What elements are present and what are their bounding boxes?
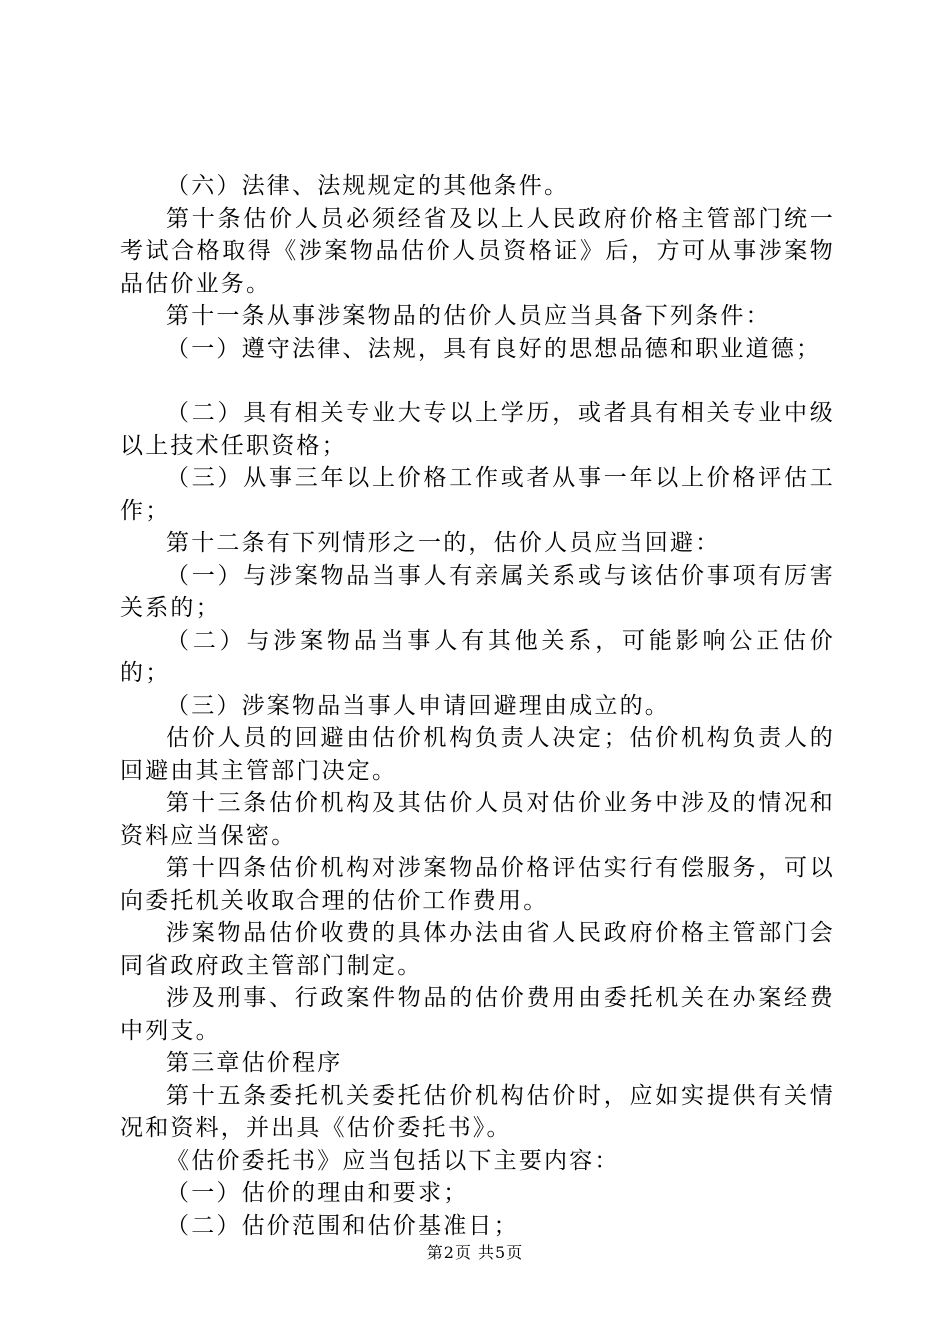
page-number-footer: 第2页 共5页 <box>426 1243 524 1262</box>
paragraph: （一）估价的理由和要求； <box>166 1180 469 1206</box>
paragraph-spacer <box>120 365 835 397</box>
paragraph: 估价人员的回避由估价机构负责人决定；估价机构负责人的回避由其主管部门决定。 <box>120 725 835 784</box>
paragraph: 第十三条估价机构及其估价人员对估价业务中涉及的情况和资料应当保密。 <box>120 790 835 849</box>
paragraph: 第十五条委托机关委托估价机构估价时，应如实提供有关情况和资料，并出具《估价委托书》。 <box>120 1082 835 1141</box>
paragraph: （二）与涉案物品当事人有其他关系，可能影响公正估价的； <box>120 627 835 686</box>
document-body <box>120 170 835 1242</box>
paragraph: （一）与涉案物品当事人有亲属关系或与该估价事项有厉害关系的； <box>120 562 835 621</box>
paragraph: 第十二条有下列情形之一的，估价人员应当回避： <box>166 530 721 556</box>
paragraph: 《估价委托书》应当包括以下主要内容： <box>166 1147 620 1174</box>
paragraph: 涉案物品估价收费的具体办法由省人民政府价格主管部门会同省政府政主管部门制定。 <box>120 920 835 979</box>
chapter-heading: 第三章估价程序 <box>166 1050 343 1076</box>
paragraph: 涉及刑事、行政案件物品的估价费用由委托机关在办案经费中列支。 <box>120 985 835 1044</box>
paragraph: （三）从事三年以上价格工作或者从事一年以上价格评估工作； <box>120 465 835 524</box>
paragraph: 第十一条从事涉案物品的估价人员应当具备下列条件： <box>166 303 771 329</box>
paragraph: （一）遵守法律、法规，具有良好的思想品德和职业道德； <box>166 335 822 362</box>
paragraph: （六）法律、法规规定的其他条件。 <box>166 173 570 199</box>
paragraph: （二）具有相关专业大专以上学历，或者具有相关专业中级以上技术任职资格； <box>120 400 835 459</box>
paragraph: （二）估价范围和估价基准日； <box>166 1212 519 1239</box>
paragraph: 第十四条估价机构对涉案物品价格评估实行有偿服务，可以向委托机关收取合理的估价工作费用。 <box>120 855 835 914</box>
paragraph: （三）涉案物品当事人申请回避理由成立的。 <box>166 692 670 719</box>
paragraph: 第十条估价人员必须经省及以上人民政府价格主管部门统一考试合格取得《涉案物品估价人员资格证》后，方可从事涉案物品估价业务。 <box>120 205 835 297</box>
